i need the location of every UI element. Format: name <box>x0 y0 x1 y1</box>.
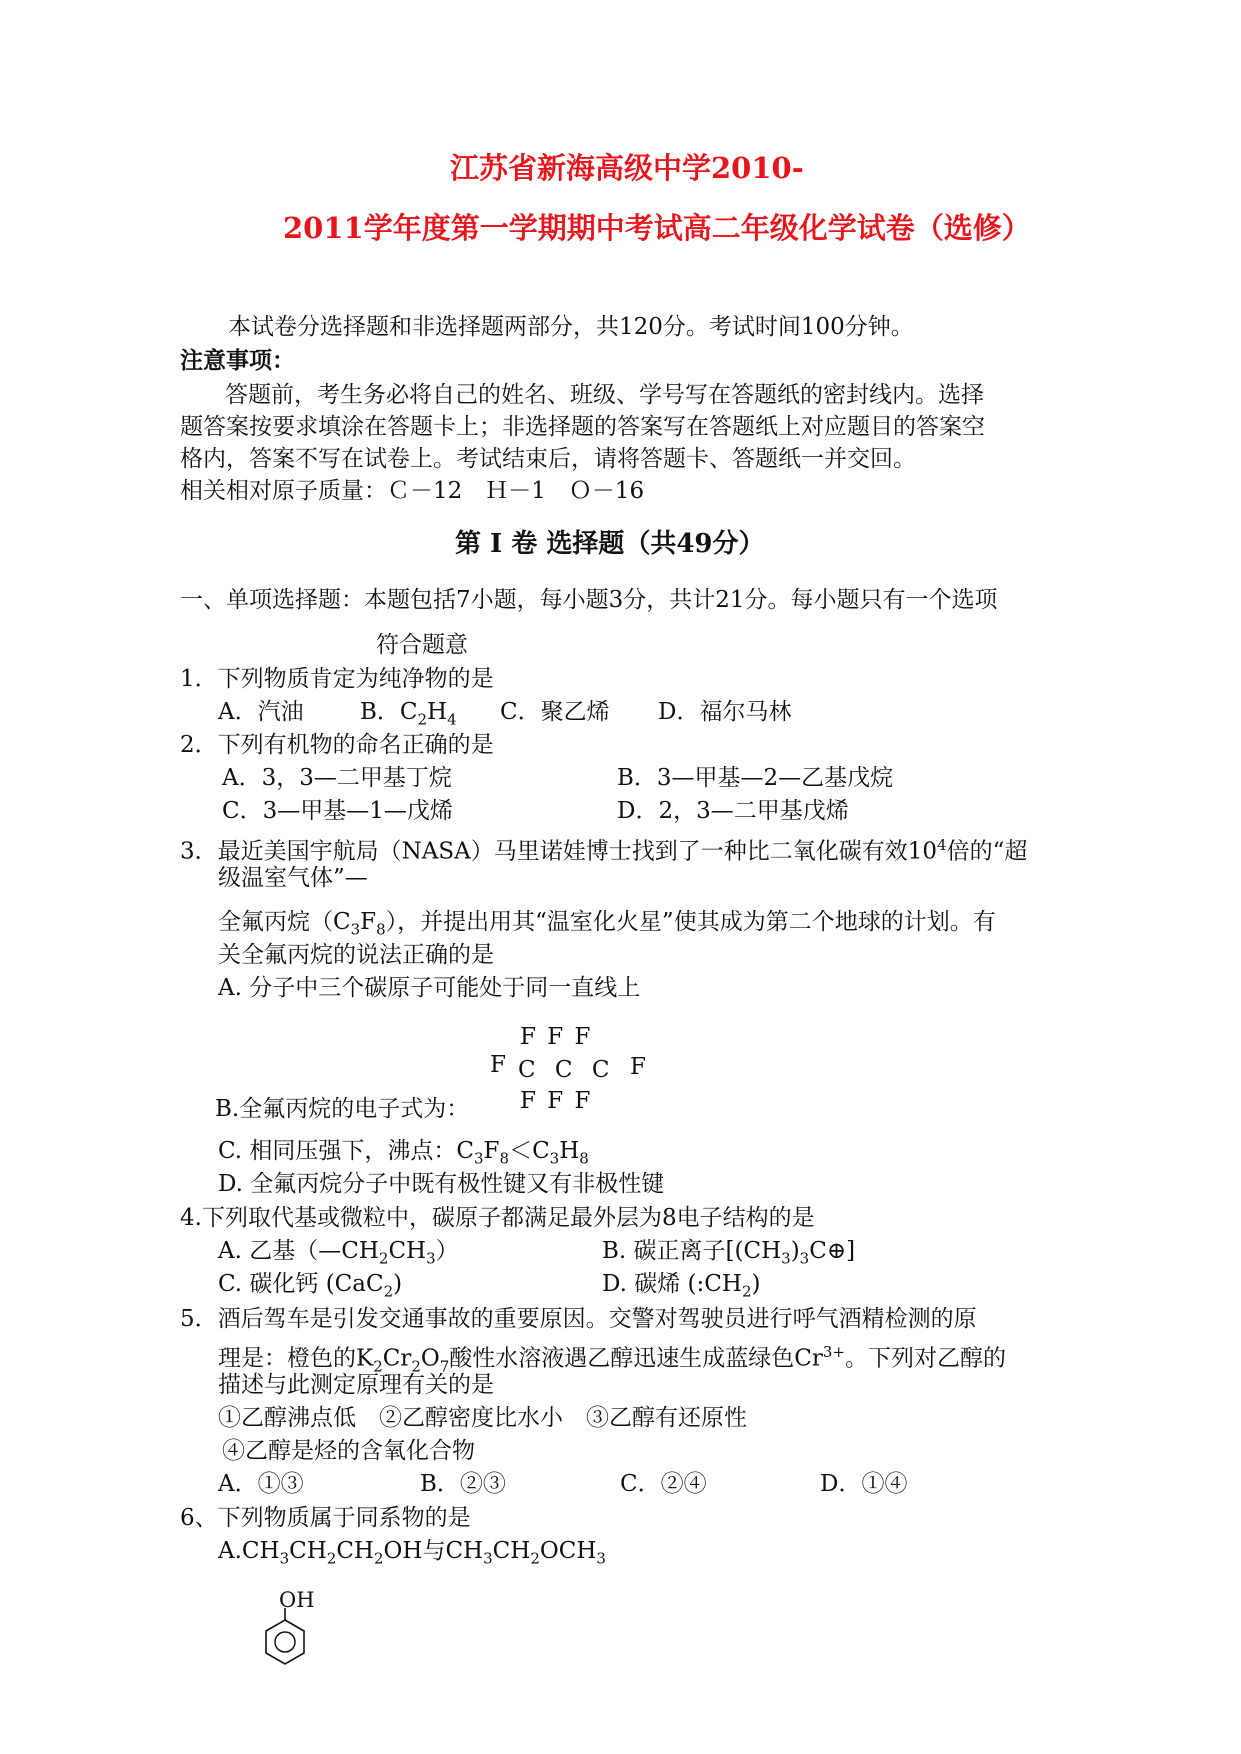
q3-option-a: A. 分子中三个碳原子可能处于同一直线上 <box>218 975 641 1001</box>
exam-title-line1: 江苏省新海高级中学2010- <box>450 151 804 185</box>
q5-option-c: C．②④ <box>620 1471 707 1497</box>
q4-option-d: D. 碳烯 $(:CH_2)$ <box>602 1271 761 1301</box>
atomic-mass-line: 相关相对原子质量：Ｃ－12 Ｈ－1 Ｏ－16 <box>180 478 645 504</box>
phenol-ring-circle <box>275 1632 295 1652</box>
q3-stem-line2: 级温室气体”— <box>218 865 368 891</box>
phenol-hexagon <box>266 1620 304 1664</box>
q3-stem-line4: 关全氟丙烷的说法正确的是 <box>218 942 494 968</box>
q5-option-d: D．①④ <box>820 1471 908 1497</box>
q4-option-a: A. 乙基$(—CH_2CH_3)$ <box>218 1238 459 1268</box>
q3-formula-left: F <box>490 1052 506 1078</box>
q1-option-b: B．$C_2H_4$ <box>360 699 457 729</box>
q5-option-b: B．②③ <box>420 1471 506 1497</box>
q3-stem-line1: 3．最近美国宇航局（NASA）马里诺娃博士找到了一种比二氧化碳有效$10^4$倍的“超 <box>180 836 1028 865</box>
q3-option-c: C. 相同压强下，沸点：$C_3F_8<C_3H_8$ <box>218 1138 589 1168</box>
q6-stem: 6、下列物质属于同系物的是 <box>180 1505 471 1531</box>
q3-formula-middle: C C C <box>518 1057 610 1083</box>
q1-option-a: A．汽油 <box>218 699 304 725</box>
q1-option-c: C．聚乙烯 <box>500 699 610 725</box>
q4-option-b: B. 碳正离子$[(CH_3)_3C\oplus]$ <box>602 1238 856 1268</box>
q5-option-a: A．①③ <box>218 1471 304 1497</box>
exam-intro: 本试卷分选择题和非选择题两部分，共120分。考试时间100分钟。 <box>228 314 914 340</box>
notice-line-3: 格内，答案不写在试卷上。考试结束后，请将答题卡、答题纸一并交回。 <box>180 446 916 472</box>
phenol-oh-label: OH <box>279 1588 315 1612</box>
section-intro-2: 符合题意 <box>376 632 468 658</box>
q3-option-b: B.全氟丙烷的电子式为： <box>215 1096 470 1122</box>
q5-stem-line1: 5．酒后驾车是引发交通事故的重要原因。交警对驾驶员进行呼气酒精检测的原 <box>180 1306 977 1332</box>
section-intro-1: 一、单项选择题：本题包括7小题，每小题3分，共计21分。每小题只有一个选项 <box>180 587 998 613</box>
q3-formula-top: F F F <box>520 1024 591 1050</box>
q4-option-c: C. 碳化钙 (CaC$_2$) <box>218 1271 403 1301</box>
q2-option-c: C．3—甲基—1—戊烯 <box>222 798 453 824</box>
phenol-structure <box>255 1586 325 1686</box>
q6-option-a: $A.CH_3CH_2CH_2OH$与$CH_3CH_2OCH_3$ <box>218 1538 606 1568</box>
notice-line-2: 题答案按要求填涂在答题卡上；非选择题的答案写在答题纸上对应题目的答案空 <box>180 414 985 440</box>
q1-option-d: D．福尔马林 <box>658 699 792 725</box>
q2-option-d: D．2，3—二甲基戊烯 <box>617 798 849 824</box>
q2-stem: 2．下列有机物的命名正确的是 <box>180 732 494 758</box>
q3-formula-bottom: F F F <box>520 1088 591 1114</box>
q5-items-line2: ④乙醇是烃的含氧化合物 <box>222 1438 475 1464</box>
notice-heading: 注意事项： <box>180 347 295 374</box>
q3-option-d: D. 全氟丙烷分子中既有极性键又有非极性键 <box>218 1171 665 1197</box>
q5-items-line1: ①乙醇沸点低 ②乙醇密度比水小 ③乙醇有还原性 <box>218 1405 747 1431</box>
q5-stem-line2: 理是：橙色的$K_2Cr_2O_7$酸性水溶液遇乙醇迅速生成蓝绿色$Cr^{3+}$。下列对乙醇的 <box>218 1343 1006 1376</box>
q2-option-b: B．3—甲基—2—乙基戊烷 <box>617 765 894 791</box>
section-title: 第 I 卷 选择题（共49分） <box>455 529 765 559</box>
q1-stem: 1．下列物质肯定为纯净物的是 <box>180 666 494 692</box>
q5-stem-line3: 描述与此测定原理有关的是 <box>218 1372 494 1398</box>
q3-formula-right: F <box>630 1054 646 1080</box>
q3-stem-line3: 全氟丙烷$(C_3F_8)$，并提出用其“温室化火星”使其成为第二个地球的计划。有 <box>218 909 996 939</box>
notice-line-1: 答题前，考生务必将自己的姓名、班级、学号写在答题纸的密封线内。选择 <box>225 382 984 408</box>
q4-stem: 4.下列取代基或微粒中，碳原子都满足最外层为8电子结构的是 <box>180 1205 815 1231</box>
q2-option-a: A．3，3—二甲基丁烷 <box>222 765 452 791</box>
exam-title-line2: 2011学年度第一学期期中考试高二年级化学试卷（选修） <box>283 211 1031 245</box>
